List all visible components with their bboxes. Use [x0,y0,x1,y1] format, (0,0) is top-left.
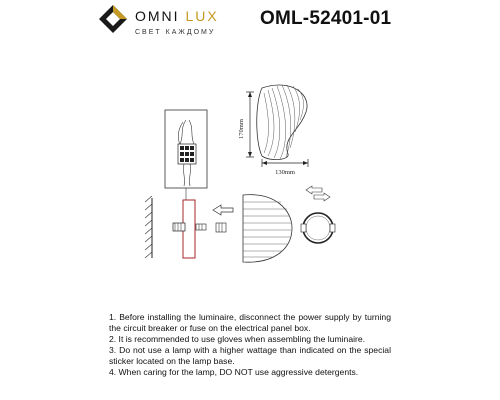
instruction-2: 2. It is recommended to use gloves when assembling the luminaire. [109,334,366,344]
instruction-4: 4. When caring for the lamp, DO NOT use aggressive detergents. [109,367,359,377]
instruction-1: 1. Before installing the luminaire, disconnect the power supply by turning the circuit breaker or fuse on the electrical panel box. [109,312,391,333]
brand-omni: OMNI [135,8,180,24]
model-number: OML-52401-01 [260,8,392,29]
lamp-side-view [243,195,292,262]
ring-clip [301,213,335,243]
installation-diagram [0,60,500,310]
instruction-3: 3. Do not use a lamp with a higher wattage than indicated on the special sticker located on the lamp base. [109,345,391,366]
left-arrow-icon [213,205,233,215]
mounting-plate [173,200,206,258]
wall-section [145,196,152,258]
wiring-detail [165,110,207,188]
lamp-dimension-view [238,85,308,176]
dim-height-label: 170mm [238,119,245,139]
omnilux-diamond-logo-icon [98,4,128,34]
safety-instructions [109,312,391,378]
brand-logo [98,4,248,48]
dim-width-label: 130mm [275,169,295,176]
brand-lux: LUX [185,8,219,24]
fitting-part [216,223,226,232]
direction-arrows-icon [306,186,330,201]
brand-tagline: СВЕТ КАЖДОМУ [135,29,216,36]
brand-name [135,8,219,24]
